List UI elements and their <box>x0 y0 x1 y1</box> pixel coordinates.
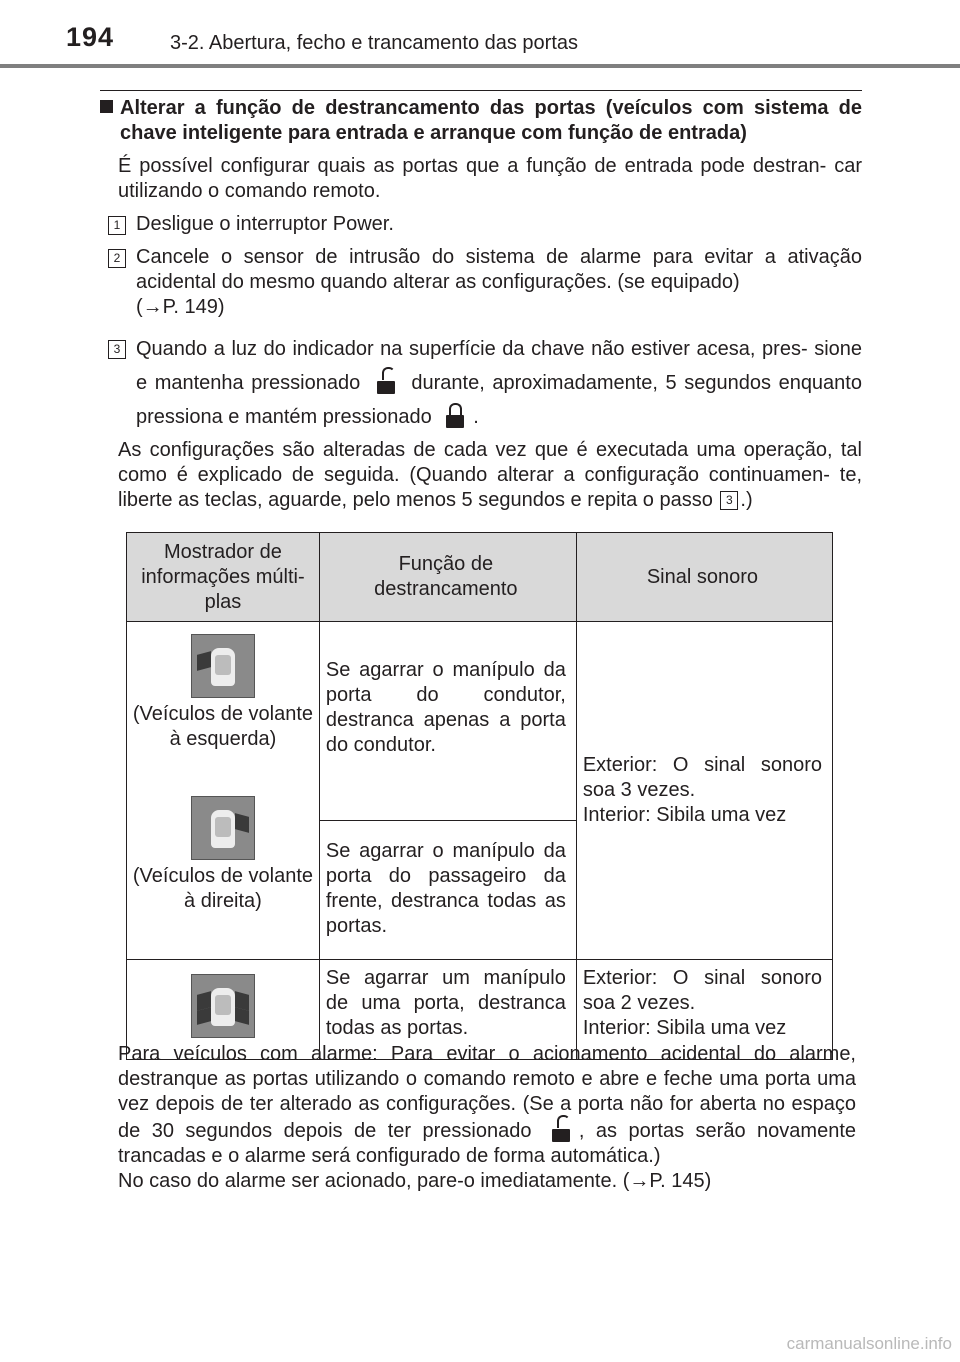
step-2 <box>100 245 862 320</box>
signal-interior: Interior: Sibila uma vez <box>582 1017 787 1039</box>
step-text-part-1: Quando a luz do indicador na superfície da chave não estiver acesa, pres- sione e mantenha pressionado <box>136 338 862 394</box>
step-number-box: 2 <box>108 249 126 268</box>
function-all-doors: Se agarrar um manípulo de uma porta, destranca todas as portas. <box>319 960 576 1060</box>
section-divider <box>100 90 862 91</box>
header-display: Mostrador de informações múlti- plas <box>127 533 320 622</box>
main-content <box>100 96 862 513</box>
explanation-paragraph <box>118 438 862 513</box>
step-1 <box>100 212 862 237</box>
signal-cell-3 <box>576 622 832 960</box>
alarm-note-text: Para veículos com alarme: Para evitar o acionamento acidental do alarme, destranque as portas utilizando o comando remoto e abre e feche uma porta uma vez depois de ter alterado as configurações. (Se a porta não for aberta no espaço de 30 segundos depois de ter pressionado <box>118 1043 856 1142</box>
step-3 <box>100 332 862 434</box>
step-text-part-2: durante, aproximadamente, 5 segundos enquanto pressiona e mantém pressionado <box>136 372 862 428</box>
page-number: 194 <box>66 22 115 52</box>
header-signal: Sinal sonoro <box>576 533 832 622</box>
header-function: Função de destrancamento <box>319 533 576 622</box>
step-text: Cancele o sensor de intrusão do sistema de alarme para evitar a ativação acidental do mesmo quando alterar as configurações. (se equipado) <box>136 246 862 293</box>
signal-exterior: Exterior: O sinal sonoro soa 3 vezes. <box>582 754 822 801</box>
signal-interior: Interior: Sibila uma vez <box>582 804 787 826</box>
alarm-triggered-note: No caso do alarme ser acionado, pare-o imediatamente. (→P. 145) <box>118 1170 712 1192</box>
step-text: Desligue o interruptor Power. <box>136 213 394 235</box>
table-row <box>127 622 833 821</box>
header-rule <box>0 64 960 68</box>
section-title: 3-2. Abertura, fecho e trancamento das portas <box>170 32 579 54</box>
display-cell-driver <box>127 622 320 960</box>
explanation-end: .) <box>740 489 753 511</box>
unlock-icon <box>551 1117 571 1143</box>
unlock-icon <box>376 369 396 395</box>
subsection-heading <box>100 96 862 146</box>
car-passenger-door-icon <box>191 796 255 860</box>
function-driver-door: Se agarrar o manípulo da porta do condutor, destranca apenas a porta do condutor. <box>319 622 576 821</box>
lock-icon <box>445 403 465 429</box>
heading-text: Alterar a função de destrancamento das portas (veículos com sistema de chave inteligente para entrada e arranque com função de entrada) <box>120 97 862 144</box>
settings-table <box>126 532 833 1060</box>
car-driver-door-icon <box>191 634 255 698</box>
car-all-doors-icon <box>191 974 255 1038</box>
alarm-note-continued: , as portas serão novamente trancadas e o alarme será configurado de forma automática.) <box>118 1120 856 1167</box>
watermark: carmanualsonline.info <box>786 1334 952 1353</box>
function-passenger-door: Se agarrar o manípulo da porta do passageiro da frente, destranca todas as portas. <box>319 821 576 960</box>
step-number-box: 1 <box>108 216 126 235</box>
page-header <box>0 0 960 66</box>
right-hand-drive-label: (Veículos de volante à direita) <box>132 865 313 912</box>
step-reference-box: 3 <box>720 491 738 510</box>
left-hand-drive-label: (Veículos de volante à esquerda) <box>132 703 313 750</box>
signal-exterior: Exterior: O sinal sonoro soa 2 vezes. <box>582 967 822 1014</box>
explanation-text: As configurações são alteradas de cada vez que é executada uma operação, tal como é explicado de seguida. (Quando alterar a configuração continuamen- te, liberte as teclas, aguarde, pelo menos 5 segundos e repita o passo <box>118 439 862 511</box>
intro-paragraph: É possível configurar quais as portas que a função de entrada pode destran- car utilizando o comando remoto. <box>118 155 862 202</box>
alarm-note <box>118 1042 856 1194</box>
step-text-part-3: . <box>473 406 479 428</box>
page-reference: (→P. 149) <box>136 296 225 318</box>
bullet-square-icon <box>100 100 113 113</box>
table-header-row <box>127 533 833 622</box>
step-number-box: 3 <box>108 340 126 359</box>
